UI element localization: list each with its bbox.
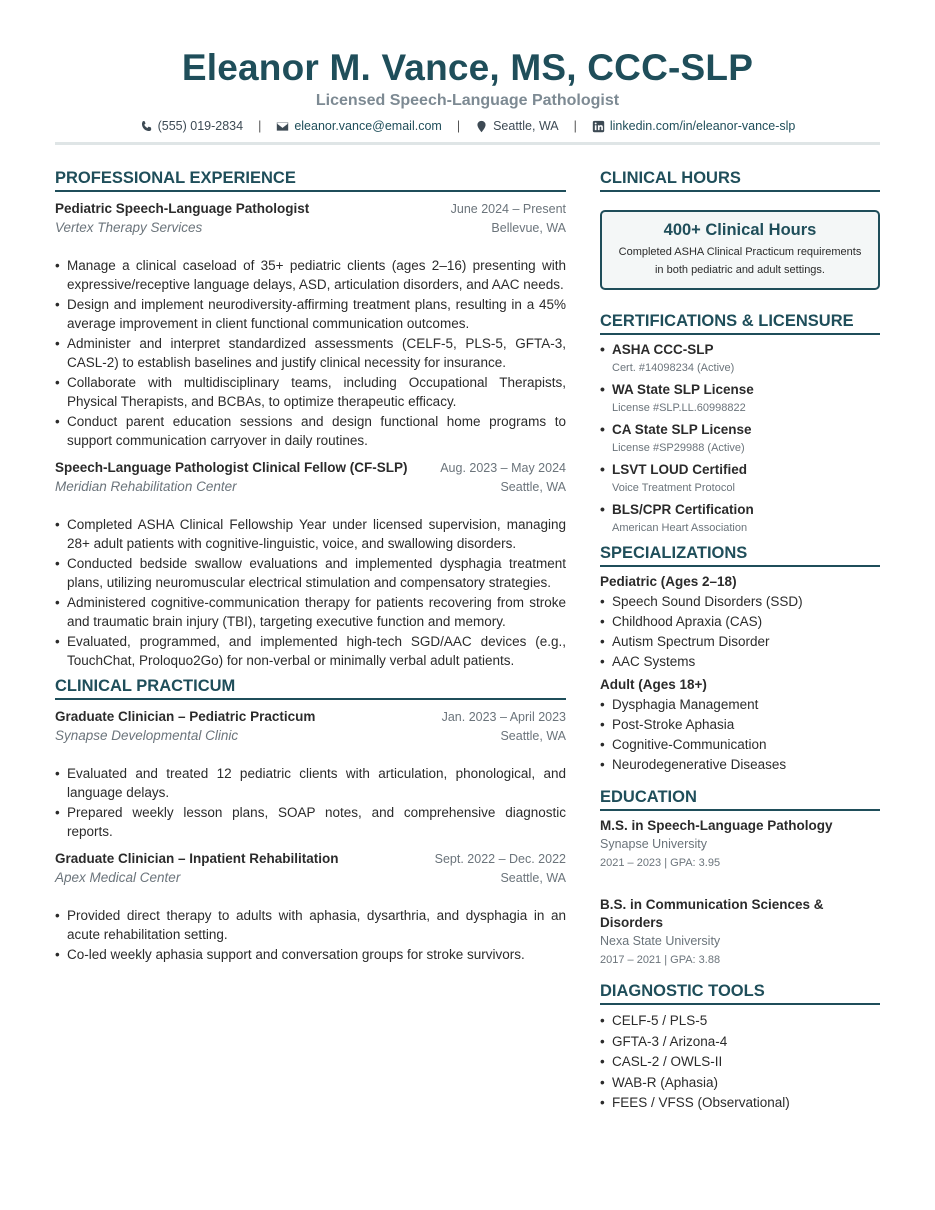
education-school: Synapse University bbox=[600, 837, 707, 851]
section-title-practicum: CLINICAL PRACTICUM bbox=[55, 676, 566, 700]
section-title-experience: PROFESSIONAL EXPERIENCE bbox=[55, 168, 566, 192]
certification-detail: License #SLP.LL.60998822 bbox=[612, 402, 746, 414]
job-title: Pediatric Speech-Language Pathologist bbox=[55, 201, 310, 216]
header-divider bbox=[55, 142, 880, 145]
phone-icon bbox=[140, 120, 153, 133]
diagnostic-tool-item: • WAB-R (Aphasia) bbox=[600, 1073, 880, 1094]
education-school: Nexa State University bbox=[600, 934, 721, 948]
clinical-hours-description bbox=[612, 243, 868, 279]
education-years: 2021 – 2023 | GPA: 3.95 bbox=[600, 857, 721, 869]
job-entry bbox=[55, 200, 566, 450]
job-title: Graduate Clinician – Inpatient Rehabilitation bbox=[55, 851, 339, 866]
certification-detail: License #SP29988 (Active) bbox=[612, 442, 745, 454]
specialization-group-label: Pediatric (Ages 2–18) bbox=[600, 574, 737, 589]
bullet-item: • Completed ASHA Clinical Fellowship Year under licensed supervision, managing 28+ adult patients with cognitive-linguistic, voice, and swallowing disorders. bbox=[55, 516, 566, 553]
bullet-item: • Administered cognitive-communication therapy for patients recovering from stroke and traumatic brain injury (TBI), targeting executive function and memory. bbox=[55, 594, 566, 631]
linkedin-icon bbox=[592, 120, 605, 133]
education-entry bbox=[600, 896, 880, 970]
certification-detail: Voice Treatment Protocol bbox=[612, 482, 735, 494]
section-title-specializations: SPECIALIZATIONS bbox=[600, 543, 880, 567]
bullet-item: • Manage a clinical caseload of 35+ pediatric clients (ages 2–16) presenting with expressive/receptive language delays, ASD, articulation disorders, and AAC needs. bbox=[55, 257, 566, 294]
specialization-item: • Autism Spectrum Disorder bbox=[600, 632, 880, 652]
bullet-item: • Evaluated, programmed, and implemented high-tech SGD/AAC devices (e.g., TouchChat, Proloquo2Go) for non-verbal or minimally verbal adult patients. bbox=[55, 633, 566, 670]
job-bullets bbox=[55, 257, 566, 450]
map-pin-icon bbox=[475, 120, 488, 133]
diagnostic-tool-item: • FEES / VFSS (Observational) bbox=[600, 1093, 880, 1114]
specialization-item: • Dysphagia Management bbox=[600, 695, 880, 715]
linkedin-link[interactable]: linkedin.com/in/eleanor-vance-slp bbox=[609, 119, 796, 133]
clinical-hours-line: in both pediatric and adult settings. bbox=[654, 264, 825, 276]
diagnostic-tool-item: • CELF-5 / PLS-5 bbox=[600, 1011, 880, 1032]
resume-header bbox=[0, 46, 935, 133]
contact-email[interactable] bbox=[276, 119, 442, 133]
certification-name: • BLS/CPR Certification bbox=[612, 502, 754, 517]
job-location: Bellevue, WA bbox=[491, 221, 566, 235]
envelope-icon bbox=[276, 120, 289, 133]
job-title: Speech-Language Pathologist Clinical Fellow (CF-SLP) bbox=[55, 460, 408, 475]
education-degree: B.S. in Communication Sciences & Disorders bbox=[600, 897, 824, 930]
specialization-item: • Childhood Apraxia (CAS) bbox=[600, 612, 880, 632]
contact-separator: | bbox=[258, 119, 262, 133]
education-degree: M.S. in Speech-Language Pathology bbox=[600, 818, 833, 833]
certification-item bbox=[600, 461, 880, 497]
job-date: Aug. 2023 – May 2024 bbox=[440, 461, 566, 475]
bullet-item: • Provided direct therapy to adults with aphasia, dysarthria, and dysphagia in an acute rehabilitation setting. bbox=[55, 907, 566, 944]
clinical-hours-headline: 400+ Clinical Hours bbox=[663, 221, 817, 239]
certification-detail: Cert. #14098234 (Active) bbox=[612, 362, 735, 374]
job-organization: Meridian Rehabilitation Center bbox=[55, 479, 237, 494]
job-bullets bbox=[55, 765, 566, 841]
job-location: Seattle, WA bbox=[500, 729, 566, 743]
job-date: June 2024 – Present bbox=[450, 202, 566, 216]
bullet-item: • Conduct parent education sessions and design functional home programs to support communication carryover in daily routines. bbox=[55, 413, 566, 450]
job-organization: Synapse Developmental Clinic bbox=[55, 728, 239, 743]
contact-location bbox=[475, 119, 559, 133]
certification-name: • CA State SLP License bbox=[612, 422, 752, 437]
certification-name: • LSVT LOUD Certified bbox=[612, 462, 748, 477]
clinical-hours-line: Completed ASHA Clinical Practicum requirements bbox=[618, 246, 862, 258]
job-location: Seattle, WA bbox=[500, 480, 566, 494]
specialization-list bbox=[600, 695, 880, 775]
phone-text: (555) 019-2834 bbox=[157, 119, 244, 133]
diagnostic-tools-list bbox=[600, 1011, 880, 1114]
specialization-item: • Speech Sound Disorders (SSD) bbox=[600, 592, 880, 612]
job-bullets bbox=[55, 516, 566, 670]
practicum-entry bbox=[55, 850, 566, 965]
location-text: Seattle, WA bbox=[493, 119, 559, 133]
contact-linkedin[interactable] bbox=[592, 119, 796, 133]
certification-item bbox=[600, 341, 880, 377]
job-entry bbox=[55, 459, 566, 670]
diagnostic-tool-item: • CASL-2 / OWLS-II bbox=[600, 1052, 880, 1073]
job-organization: Vertex Therapy Services bbox=[55, 220, 203, 235]
education-years: 2017 – 2021 | GPA: 3.88 bbox=[600, 954, 721, 966]
section-title-certifications: CERTIFICATIONS & LICENSURE bbox=[600, 311, 880, 335]
specialization-group-label: Adult (Ages 18+) bbox=[600, 677, 707, 692]
education-entry bbox=[600, 817, 880, 873]
certification-item bbox=[600, 381, 880, 417]
candidate-title: Licensed Speech-Language Pathologist bbox=[315, 92, 620, 109]
certification-item bbox=[600, 421, 880, 457]
bullet-item: • Design and implement neurodiversity-affirming treatment plans, resulting in a 45% average improvement in client functional communication outcomes. bbox=[55, 296, 566, 333]
specialization-item: • AAC Systems bbox=[600, 652, 880, 672]
contact-separator: | bbox=[573, 119, 577, 133]
job-location: Seattle, WA bbox=[500, 871, 566, 885]
certification-detail: American Heart Association bbox=[612, 522, 748, 534]
certification-item bbox=[600, 501, 880, 537]
job-title: Graduate Clinician – Pediatric Practicum bbox=[55, 709, 316, 724]
diagnostic-tool-item: • GFTA-3 / Arizona-4 bbox=[600, 1032, 880, 1053]
job-organization: Apex Medical Center bbox=[55, 870, 181, 885]
job-bullets bbox=[55, 907, 566, 965]
practicum-entry bbox=[55, 708, 566, 841]
job-date: Sept. 2022 – Dec. 2022 bbox=[434, 852, 566, 866]
certification-list bbox=[600, 341, 880, 537]
specialization-item: • Neurodegenerative Diseases bbox=[600, 755, 880, 775]
email-link[interactable]: eleanor.vance@email.com bbox=[294, 119, 442, 133]
job-date: Jan. 2023 – April 2023 bbox=[441, 710, 566, 724]
contact-bar bbox=[0, 119, 935, 133]
specialization-list bbox=[600, 592, 880, 672]
section-title-tools: DIAGNOSTIC TOOLS bbox=[600, 981, 880, 1005]
left-column bbox=[55, 168, 566, 967]
bullet-item: • Evaluated and treated 12 pediatric clients with articulation, phonological, and language delays. bbox=[55, 765, 566, 802]
bullet-item: • Administer and interpret standardized assessments (CELF-5, PLS-5, GFTA-3, CASL-2) to establish baselines and justify clinical necessity for insurance. bbox=[55, 335, 566, 372]
certification-name: • WA State SLP License bbox=[612, 382, 754, 397]
specialization-item: • Post-Stroke Aphasia bbox=[600, 715, 880, 735]
candidate-name: Eleanor M. Vance, MS, CCC-SLP bbox=[181, 47, 754, 88]
section-title-hours: CLINICAL HOURS bbox=[600, 168, 880, 192]
contact-phone bbox=[140, 119, 243, 133]
bullet-item: • Conducted bedside swallow evaluations and implemented dysphagia treatment plans, utilizing neuromuscular electrical stimulation and compensatory strategies. bbox=[55, 555, 566, 592]
specialization-item: • Cognitive-Communication bbox=[600, 735, 880, 755]
contact-separator: | bbox=[456, 119, 461, 133]
certification-name: • ASHA CCC-SLP bbox=[612, 342, 714, 357]
bullet-item: • Co-led weekly aphasia support and conversation groups for stroke survivors. bbox=[55, 946, 566, 965]
bullet-item: • Collaborate with multidisciplinary teams, including Occupational Therapists, Physical Therapists, and BCBAs, to optimize therapeutic efficacy. bbox=[55, 374, 566, 411]
right-column bbox=[600, 168, 880, 1114]
section-title-education: EDUCATION bbox=[600, 787, 880, 811]
bullet-item: • Prepared weekly lesson plans, SOAP notes, and comprehensive diagnostic reports. bbox=[55, 804, 566, 841]
clinical-hours-box bbox=[600, 210, 880, 290]
